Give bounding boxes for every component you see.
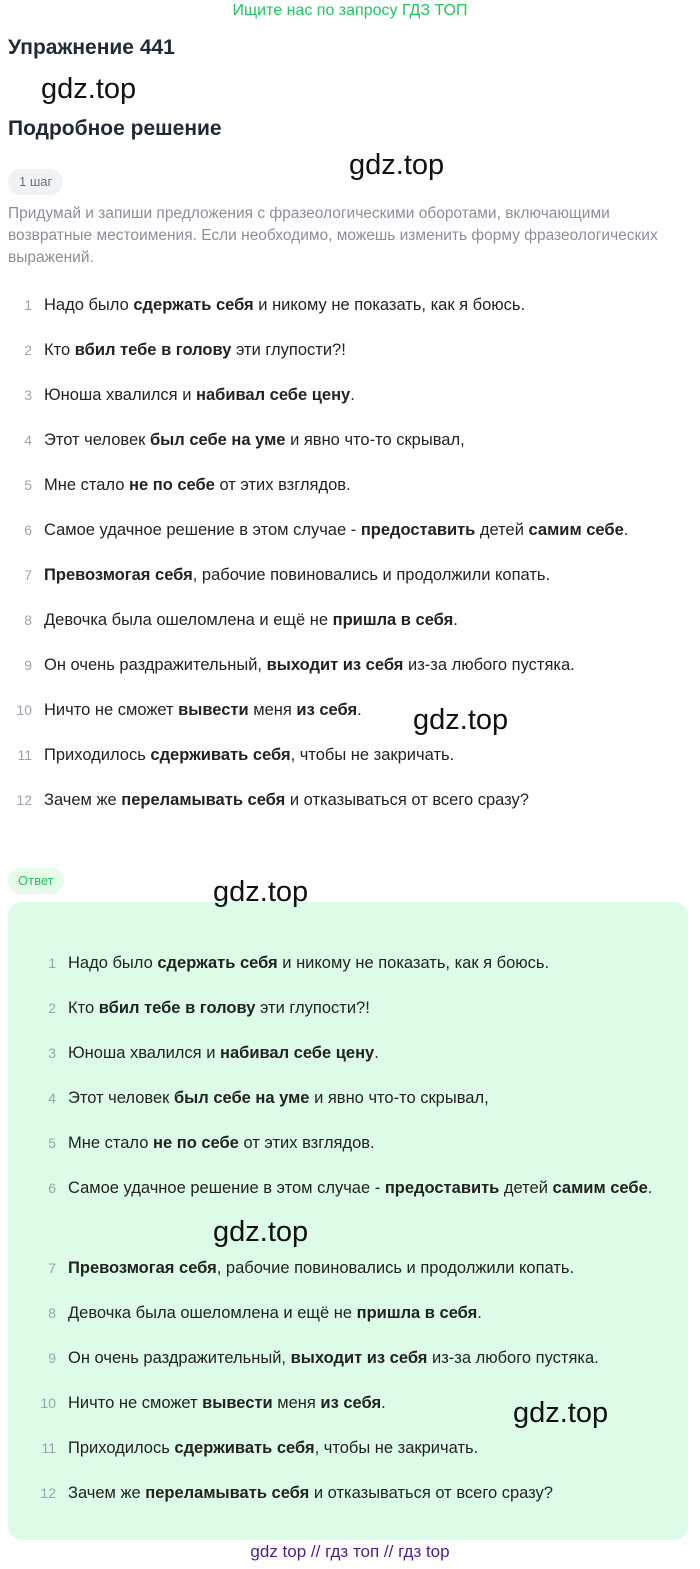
watermark-text: gdz.top — [413, 704, 509, 736]
phraseologism: вывести — [202, 1394, 273, 1412]
item-number: 9 — [24, 657, 32, 673]
text-fragment: меня — [272, 1394, 321, 1412]
watermark-text: gdz.top — [213, 876, 309, 908]
text-fragment: и явно что-то скрывал, — [285, 431, 465, 449]
sentence-text — [44, 553, 550, 598]
text-fragment: Кто — [44, 341, 75, 359]
sentence-text — [44, 283, 525, 328]
text-fragment: . — [357, 701, 362, 719]
phraseologism: сдержать себя — [133, 296, 254, 314]
phraseologism: пришла в себя — [332, 611, 454, 629]
text-fragment: и отказываться от всего сразу? — [309, 1484, 553, 1502]
item-number: 8 — [48, 1305, 56, 1321]
list-item — [32, 1336, 672, 1381]
phraseologism: переламывать себя — [145, 1484, 310, 1502]
list-item — [32, 1121, 672, 1166]
list-item — [8, 418, 698, 463]
item-number: 6 — [48, 1180, 56, 1196]
sentence-text — [68, 1076, 489, 1121]
text-fragment: . — [647, 1179, 653, 1197]
text-fragment: Приходилось — [44, 746, 151, 764]
item-number: 5 — [24, 477, 32, 493]
item-number: 7 — [48, 1260, 56, 1276]
list-item — [8, 373, 698, 418]
text-fragment: . — [623, 521, 629, 539]
phraseologism: выходит из себя — [290, 1349, 428, 1367]
phraseologism: из себя — [320, 1394, 382, 1412]
text-fragment: Надо было — [68, 954, 158, 972]
item-number: 6 — [24, 522, 32, 538]
sentence-text — [44, 643, 575, 688]
phraseologism: вбил тебе в голову — [74, 341, 232, 359]
text-fragment: , чтобы не закричать. — [314, 1439, 479, 1457]
phraseologism: вбил тебе в голову — [98, 999, 256, 1017]
list-item — [32, 1076, 672, 1121]
phraseologism: из себя — [296, 701, 358, 719]
text-fragment: эти глупости?! — [255, 999, 370, 1017]
item-number: 10 — [40, 1395, 56, 1411]
text-fragment: Надо было — [44, 296, 134, 314]
text-fragment: Мне стало — [44, 476, 129, 494]
text-fragment: Девочка была ошеломлена и ещё не — [44, 611, 333, 629]
phraseologism: не по себе — [153, 1134, 239, 1152]
list-item — [8, 688, 698, 733]
sentence-text — [68, 986, 370, 1031]
list-item — [32, 1166, 672, 1246]
text-fragment: . — [453, 611, 458, 629]
item-number: 3 — [48, 1045, 56, 1061]
text-fragment: . — [381, 1394, 386, 1412]
item-number: 8 — [24, 612, 32, 628]
phraseologism: переламывать себя — [121, 791, 286, 809]
text-fragment: и явно что-то скрывал, — [309, 1089, 489, 1107]
list-item — [8, 553, 698, 598]
text-fragment: эти глупости?! — [231, 341, 346, 359]
phraseologism: самим себе — [528, 521, 624, 539]
text-fragment: Юноша хвалился и — [44, 386, 197, 404]
item-number: 4 — [24, 432, 32, 448]
text-fragment: . — [477, 1304, 482, 1322]
sentence-text — [68, 1121, 375, 1166]
item-number: 9 — [48, 1350, 56, 1366]
text-fragment: Юноша хвалился и — [68, 1044, 221, 1062]
text-fragment: Зачем же — [68, 1484, 146, 1502]
text-fragment: Он очень раздражительный, — [44, 656, 267, 674]
list-item — [32, 1246, 672, 1291]
phraseologism: самим себе — [552, 1179, 648, 1197]
text-fragment: детей — [499, 1179, 553, 1197]
list-item — [8, 508, 698, 553]
sentence-text — [44, 418, 465, 463]
task-description: Придумай и запиши предложения с фразеологическими оборотами, включающими возвратные местоимения. Если необходимо, можешь изменить форму фразеологических выражений. — [8, 205, 658, 266]
text-fragment: и отказываться от всего сразу? — [285, 791, 529, 809]
item-number: 11 — [41, 1440, 56, 1456]
exercise-title: Упражнение 441 — [8, 36, 175, 59]
phraseologism: был себе на уме — [173, 1089, 310, 1107]
item-number: 2 — [48, 1000, 56, 1016]
list-item — [32, 1471, 672, 1516]
text-fragment: Девочка была ошеломлена и ещё не — [68, 1304, 357, 1322]
sentence-text — [68, 1291, 482, 1336]
sentence-text — [68, 1471, 553, 1516]
text-fragment: от этих взглядов. — [238, 1134, 375, 1152]
list-item — [8, 598, 698, 643]
item-number: 12 — [40, 1485, 56, 1501]
text-fragment: из-за любого пустяка. — [403, 656, 575, 674]
text-fragment: , рабочие повиновались и продолжили копать. — [216, 1259, 575, 1277]
sentence-text — [44, 733, 454, 778]
phraseologism: набивал себе цену — [196, 386, 351, 404]
phraseologism: Превозмогая себя — [44, 566, 193, 584]
phraseologism: Превозмогая себя — [68, 1259, 217, 1277]
item-number: 1 — [24, 297, 32, 313]
sentence-text — [68, 1246, 574, 1291]
phraseologism: сдержать себя — [157, 954, 278, 972]
list-item — [32, 1291, 672, 1336]
phraseologism: предоставить — [360, 521, 476, 539]
sentence-text — [68, 1031, 379, 1076]
text-fragment: . — [350, 386, 355, 404]
text-fragment: Самое удачное решение в этом случае - — [44, 521, 361, 539]
phraseologism: не по себе — [129, 476, 215, 494]
phraseologism: пришла в себя — [356, 1304, 478, 1322]
phraseologism: набивал себе цену — [220, 1044, 375, 1062]
text-fragment: Приходилось — [68, 1439, 175, 1457]
item-number: 1 — [48, 955, 56, 971]
sentence-text — [44, 508, 628, 553]
text-fragment: из-за любого пустяка. — [427, 1349, 599, 1367]
text-fragment: детей — [475, 521, 529, 539]
list-item — [32, 1426, 672, 1471]
text-fragment: , чтобы не закричать. — [290, 746, 455, 764]
text-fragment: , рабочие повиновались и продолжили копать. — [192, 566, 551, 584]
list-item — [8, 283, 698, 328]
text-fragment: от этих взглядов. — [214, 476, 351, 494]
sentence-text — [68, 941, 549, 986]
item-number: 4 — [48, 1090, 56, 1106]
sentence-text — [44, 463, 351, 508]
watermark-text: gdz.top — [213, 1216, 309, 1248]
list-item — [8, 463, 698, 508]
sentence-text — [44, 373, 355, 418]
sentence-text — [68, 1336, 599, 1381]
phraseologism: выходит из себя — [266, 656, 404, 674]
text-fragment: Самое удачное решение в этом случае - — [68, 1179, 385, 1197]
list-item — [32, 941, 672, 986]
item-number: 2 — [24, 342, 32, 358]
phraseologism: сдерживать себя — [174, 1439, 315, 1457]
list-item — [8, 328, 698, 373]
watermark-text: gdz.top — [349, 149, 445, 181]
text-fragment: Зачем же — [44, 791, 122, 809]
text-fragment: Кто — [68, 999, 99, 1017]
sentence-text — [68, 1170, 652, 1206]
text-fragment: Этот человек — [68, 1089, 174, 1107]
list-item — [8, 643, 698, 688]
text-fragment: Ничто не сможет — [44, 701, 179, 719]
phraseologism: сдерживать себя — [150, 746, 291, 764]
watermark-text: gdz.top — [513, 1397, 609, 1429]
text-fragment: меня — [248, 701, 297, 719]
item-number: 11 — [17, 747, 32, 763]
text-fragment: и никому не показать, как я боюсь. — [253, 296, 526, 314]
solution-list — [8, 283, 698, 823]
item-number: 5 — [48, 1135, 56, 1151]
sentence-text — [44, 778, 529, 823]
text-fragment: Он очень раздражительный, — [68, 1349, 291, 1367]
list-item — [8, 733, 698, 778]
list-item — [32, 1031, 672, 1076]
item-number: 7 — [24, 567, 32, 583]
search-banner[interactable]: Ищите нас по запросу ГДЗ ТОП — [232, 2, 468, 19]
answer-badge: Ответ — [8, 868, 64, 894]
text-fragment: . — [374, 1044, 379, 1062]
sentence-text — [44, 328, 346, 373]
list-item — [32, 986, 672, 1031]
text-fragment: Этот человек — [44, 431, 150, 449]
phraseologism: был себе на уме — [149, 431, 286, 449]
item-number: 10 — [16, 702, 32, 718]
sentence-text — [44, 688, 362, 733]
item-number: 3 — [24, 387, 32, 403]
footer-links[interactable]: gdz top // гдз топ // гдз top — [250, 1542, 450, 1561]
sentence-text — [68, 1426, 478, 1471]
phraseologism: вывести — [178, 701, 249, 719]
text-fragment: Ничто не сможет — [68, 1394, 203, 1412]
sentence-text — [44, 598, 458, 643]
phraseologism: предоставить — [384, 1179, 500, 1197]
sentence-text — [68, 1381, 386, 1426]
watermark-text: gdz.top — [41, 73, 137, 105]
step-badge: 1 шаг — [8, 169, 63, 195]
text-fragment: Мне стало — [68, 1134, 153, 1152]
solution-title: Подробное решение — [8, 117, 222, 140]
text-fragment: и никому не показать, как я боюсь. — [277, 954, 550, 972]
list-item — [8, 778, 698, 823]
item-number: 12 — [16, 792, 32, 808]
